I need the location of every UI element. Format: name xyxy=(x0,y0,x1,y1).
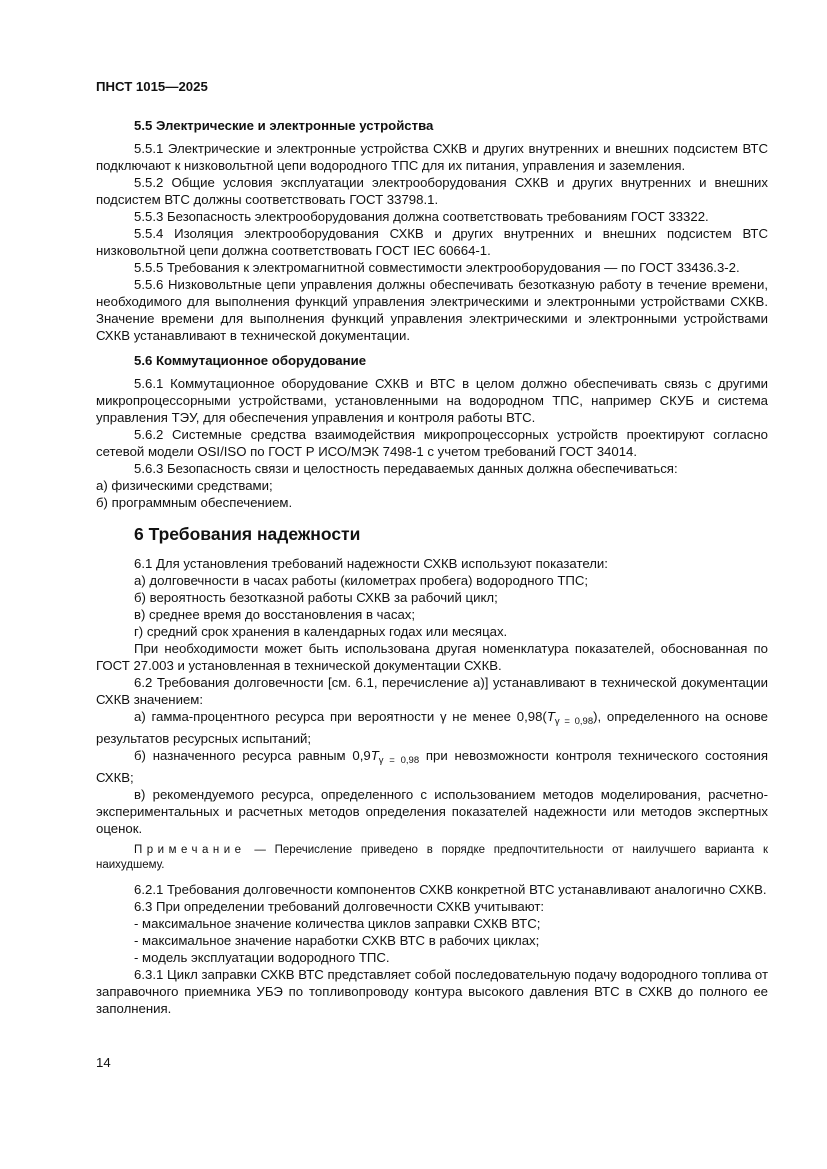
list-item: - максимальное значение наработки СХКВ ВТС в рабочих циклах; xyxy=(134,933,540,948)
list-item: а) долговечности в часах работы (километрах пробега) водородного ТПС; xyxy=(134,573,589,588)
paragraph: 5.5.4 Изоляция электрооборудования СХКВ и других внутренних и внешних подсистем ВТС низковольтной цепи должна соответствовать ГОСТ IEC 60664-1. xyxy=(96,226,768,258)
list-item: в) среднее время до восстановления в часах; xyxy=(134,607,416,622)
paragraph: При необходимости может быть использована другая номенклатура показателей, обоснованная по ГОСТ 27.003 и установленная в технической документации СХКВ. xyxy=(96,641,768,673)
section-5-5-title: 5.5 Электрические и электронные устройства xyxy=(134,118,434,133)
paragraph: 5.5.6 Низковольтные цепи управления должны обеспечивать безотказную работу в течение времени, необходимого для выполнения функций управления электрическими и электронными устройствами СХКВ. Значение времени для выполнения функций управления электрическими и электронными устройствами СХКВ устанавливают в технической документации. xyxy=(96,277,768,343)
paragraph: 6.3.1 Цикл заправки СХКВ ВТС представляет собой последовательную подачу водородного топлива от заправочного приемника УБЭ по топливопроводу контура высокого давления ВТС в СХКВ до полного ее заполнения. xyxy=(96,967,768,1016)
paragraph: 5.6.2 Системные средства взаимодействия микропроцессорных устройств проектируют согласно сетевой модели OSI/ISO по ГОСТ Р ИСО/МЭК 7498-1 с учетом требований ГОСТ 34014. xyxy=(96,427,768,459)
document-body xyxy=(96,117,768,1017)
section-6-title: 6 Требования надежности xyxy=(134,524,361,544)
list-item: а) физическими средствами; xyxy=(96,478,273,493)
paragraph: 5.6.1 Коммутационное оборудование СХКВ и ВТС в целом должно обеспечивать связь с другими микропроцессорными устройствами, установленными на водородном ТПС, например СКУБ и система управления ТЭУ, для обеспечения управления и контроля работы ВТС. xyxy=(96,376,768,425)
paragraph: 5.5.1 Электрические и электронные устройства СХКВ и других внутренних и внешних подсистем ВТС подключают к низковольтной цепи водородного ТПС для их питания, управления и заземления. xyxy=(96,141,768,173)
paragraph: 5.6.3 Безопасность связи и целостность передаваемых данных должна обеспечиваться: xyxy=(134,461,678,476)
document-header: ПНСТ 1015—2025 xyxy=(96,79,208,94)
list-item: а) гамма-процентного ресурса при вероятности γ не менее $0,98(T_{\gamma = 0,98})$, определенного на основе результатов ресурсных испытаний; xyxy=(96,709,768,746)
paragraph: 6.3 При определении требований долговечности СХКВ учитывают: xyxy=(134,899,545,914)
list-item: в) рекомендуемого ресурса, определенного с использованием методов моделирования, расчетно-экспериментальных и расчетных методов определения показателей надежности или методов экспертных оценок. xyxy=(96,787,768,836)
note-label: Примечание xyxy=(134,844,246,856)
section-5-6-title: 5.6 Коммутационное оборудование xyxy=(134,353,367,368)
paragraph: 6.2.1 Требования долговечности компонентов СХКВ конкретной ВТС устанавливают аналогично СХКВ. xyxy=(134,882,767,897)
note: Примечание — Перечисление приведено в порядке предпочтительности от наилучшего варианта к наихудшему. xyxy=(96,844,768,871)
list-item: б) вероятность безотказной работы СХКВ за рабочий цикл; xyxy=(134,590,498,605)
paragraph: 5.5.2 Общие условия эксплуатации электрооборудования СХКВ и других внутренних и внешних подсистем ВТС должны соответствовать ГОСТ 33798.1. xyxy=(96,175,768,207)
list-item: - модель эксплуатации водородного ТПС. xyxy=(134,950,390,965)
paragraph: 6.1 Для установления требований надежности СХКВ используют показатели: xyxy=(134,556,608,571)
paragraph: 5.5.3 Безопасность электрооборудования должна соответствовать требованиям ГОСТ 33322. xyxy=(134,209,709,224)
paragraph: 5.5.5 Требования к электромагнитной совместимости электрооборудования — по ГОСТ 33436.3-2. xyxy=(134,260,740,275)
list-item: б) программным обеспечением. xyxy=(96,495,293,510)
page-number: 14 xyxy=(96,1055,111,1070)
paragraph: 6.2 Требования долговечности [см. 6.1, перечисление а)] устанавливают в технической документации СХКВ значением: xyxy=(96,675,768,707)
list-item: б) назначенного ресурса равным $0,9T_{\gamma = 0,98}$ при невозможности контроля технического состояния СХКВ; xyxy=(96,748,768,785)
list-item: - максимальное значение количества циклов заправки СХКВ ВТС; xyxy=(134,916,541,931)
list-item: г) средний срок хранения в календарных годах или месяцах. xyxy=(134,624,508,639)
